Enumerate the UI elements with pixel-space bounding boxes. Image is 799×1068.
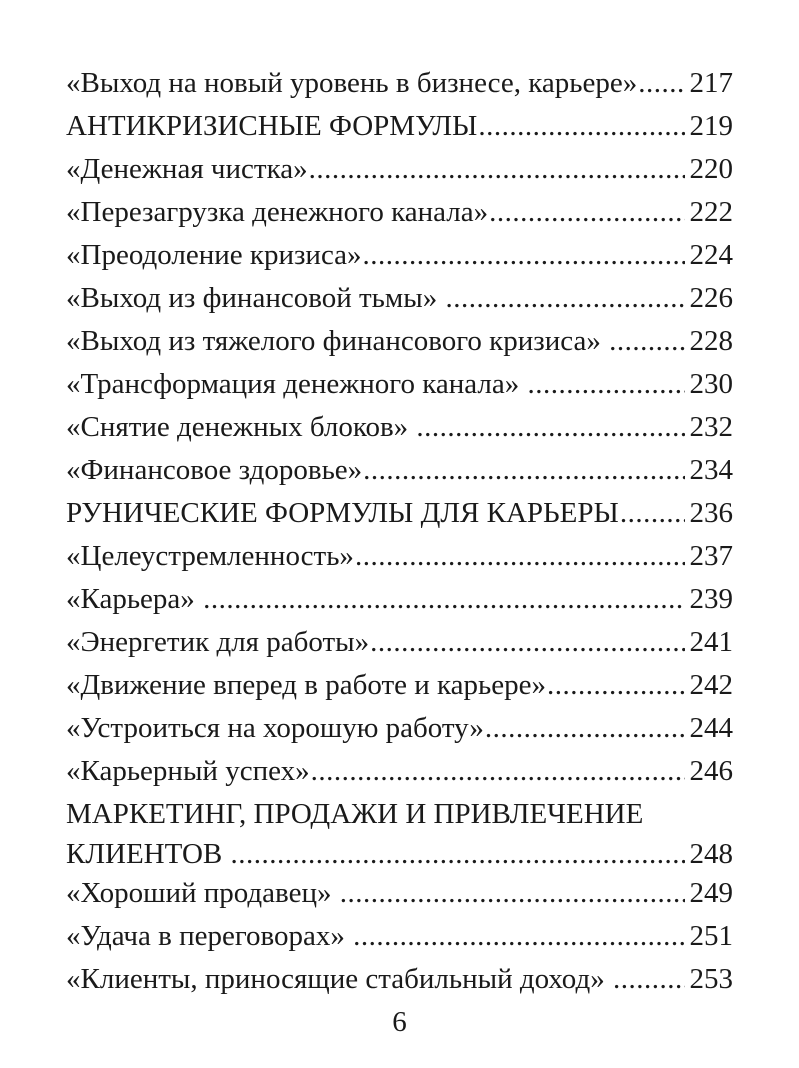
toc-entry-label: «Перезагрузка денежного канала» — [66, 196, 489, 228]
dot-leader — [230, 836, 684, 872]
toc-entry — [66, 492, 733, 535]
toc-entry-label: АНТИКРИЗИСНЫЕ ФОРМУЛЫ — [66, 110, 478, 142]
toc-entry-page-number: 242 — [689, 669, 733, 701]
toc-entry-page-number: 239 — [689, 583, 733, 615]
dot-leader — [363, 234, 685, 277]
toc-entry — [66, 578, 733, 621]
toc-entry-label: «Трансформация денежного канала» — [66, 368, 527, 400]
dot-leader — [485, 707, 685, 750]
toc-entry-page-number: 220 — [689, 153, 733, 185]
dot-leader — [353, 915, 684, 958]
toc-entry-label: «Финансовое здоровье» — [66, 454, 363, 486]
toc-entry — [66, 793, 733, 836]
toc-entry-page-number: 234 — [689, 454, 733, 486]
toc-entry — [66, 958, 733, 1001]
dot-leader — [363, 449, 684, 492]
toc-entry-label: «Целеустремленность» — [66, 540, 354, 572]
toc-entry-page-number: 253 — [689, 963, 733, 995]
toc-entry-label: «Преодоление кризиса» — [66, 239, 362, 271]
dot-leader — [445, 277, 684, 320]
toc-entry-page-number: 232 — [689, 411, 733, 443]
toc-entry-label: «Удача в переговорах» — [66, 920, 353, 952]
toc-entry-page-number: 249 — [689, 877, 733, 909]
toc-entry — [66, 449, 733, 492]
dot-leader — [416, 406, 684, 449]
page-number: 6 — [392, 1006, 407, 1038]
toc-entry-label: РУНИЧЕСКИЕ ФОРМУЛЫ ДЛЯ КАРЬЕРЫ — [66, 497, 619, 529]
toc-entry — [66, 234, 733, 277]
toc-entry-page-number: 237 — [689, 540, 733, 572]
toc-entry — [66, 872, 733, 915]
toc-entry-label: «Карьерный успех» — [66, 755, 310, 787]
toc-entry-label: «Денежная чистка» — [66, 153, 308, 185]
toc-entry — [66, 277, 733, 320]
dot-leader — [547, 664, 684, 707]
dot-leader — [340, 872, 685, 915]
toc-entry-page-number: 241 — [689, 626, 733, 658]
toc-entry — [66, 148, 733, 191]
toc-entry — [66, 535, 733, 578]
toc-entry — [66, 664, 733, 707]
toc-entry-page-number: 224 — [689, 239, 733, 271]
toc-entry-label: «Хороший продавец» — [66, 877, 339, 909]
toc-entry — [66, 62, 733, 105]
table-of-contents — [66, 62, 733, 1001]
toc-entry — [66, 191, 733, 234]
toc-entry-label: «Устроиться на хорошую работу» — [66, 712, 484, 744]
toc-entry-page-number: 226 — [689, 282, 733, 314]
dot-leader — [203, 578, 684, 621]
toc-entry — [66, 320, 733, 363]
toc-entry-label: «Карьера» — [66, 583, 203, 615]
dot-leader — [613, 958, 685, 1001]
toc-entry-label: «Выход из тяжелого финансового кризиса» — [66, 325, 609, 357]
toc-entry — [66, 836, 733, 872]
dot-leader — [620, 492, 685, 535]
toc-entry-page-number: 228 — [689, 325, 733, 357]
toc-entry — [66, 707, 733, 750]
dot-leader — [309, 148, 685, 191]
toc-entry-page-number: 248 — [689, 838, 733, 870]
toc-entry-label: «Энергетик для работы» — [66, 626, 370, 658]
toc-entry-label: МАРКЕТИНГ, ПРОДАЖИ И ПРИВЛЕЧЕНИЕ — [66, 798, 644, 830]
toc-entry — [66, 105, 733, 148]
toc-entry-page-number: 222 — [689, 196, 733, 228]
toc-entry-page-number: 219 — [689, 110, 733, 142]
toc-entry-label: «Клиенты, приносящие стабильный доход» — [66, 963, 612, 995]
toc-entry-label: «Выход на новый уровень в бизнесе, карьере» — [66, 67, 638, 99]
toc-entry-page-number: 251 — [689, 920, 733, 952]
toc-entry-page-number: 244 — [689, 712, 733, 744]
toc-entry — [66, 363, 733, 406]
toc-entry — [66, 915, 733, 958]
dot-leader — [311, 750, 685, 793]
toc-entry-page-number: 246 — [689, 755, 733, 787]
toc-entry — [66, 621, 733, 664]
dot-leader — [370, 621, 684, 664]
toc-entry-label: «Выход из финансовой тьмы» — [66, 282, 445, 314]
toc-entry — [66, 750, 733, 793]
toc-entry — [66, 406, 733, 449]
dot-leader — [355, 535, 685, 578]
toc-entry-label: КЛИЕНТОВ — [66, 838, 230, 870]
toc-entry-page-number: 230 — [689, 368, 733, 400]
toc-entry-page-number: 236 — [689, 497, 733, 529]
toc-entry-page-number: 217 — [689, 67, 733, 99]
toc-entry-label: «Движение вперед в работе и карьере» — [66, 669, 547, 701]
dot-leader — [478, 105, 684, 148]
dot-leader — [528, 363, 685, 406]
dot-leader — [609, 320, 684, 363]
dot-leader — [489, 191, 684, 234]
dot-leader — [638, 62, 684, 105]
toc-entry-label: «Снятие денежных блоков» — [66, 411, 416, 443]
